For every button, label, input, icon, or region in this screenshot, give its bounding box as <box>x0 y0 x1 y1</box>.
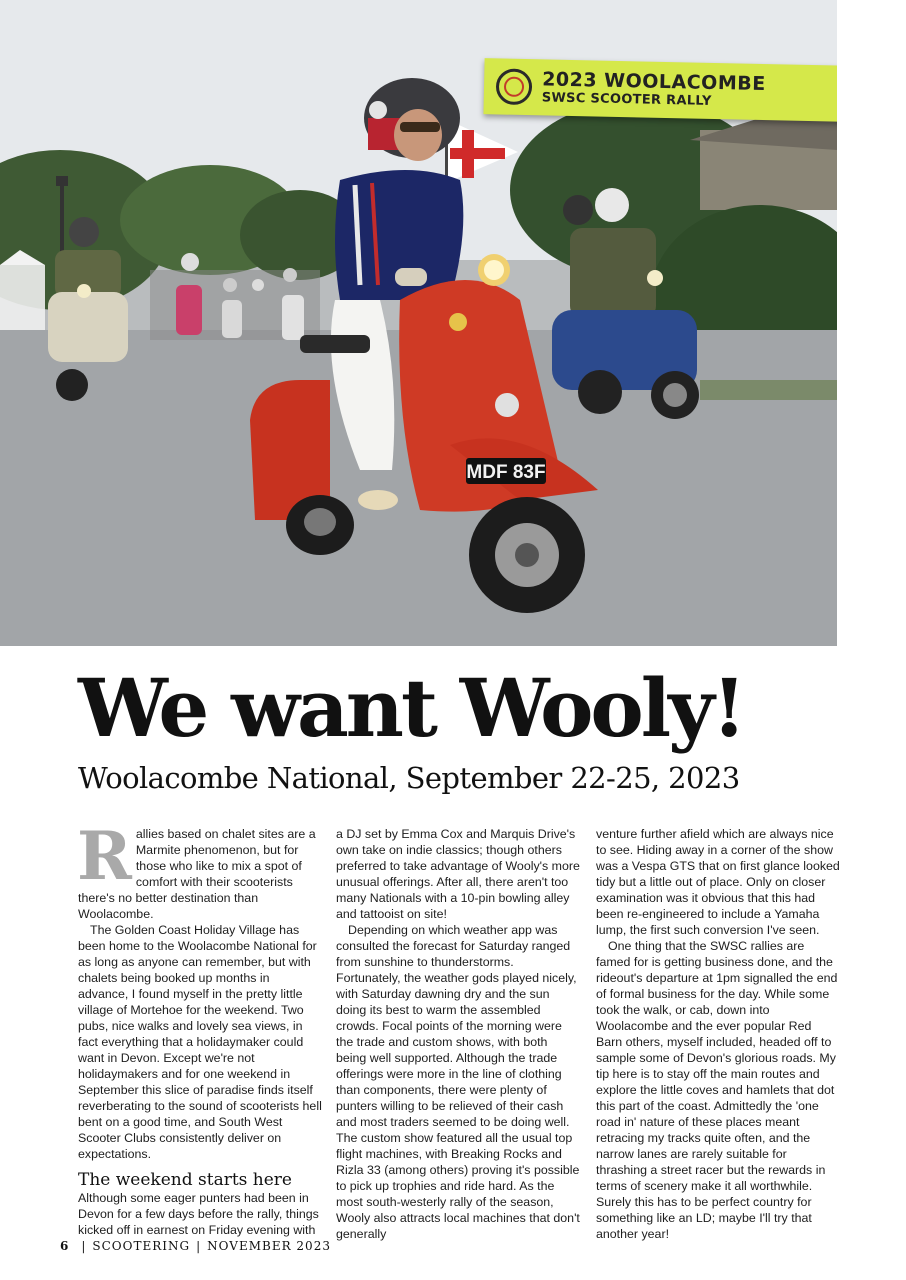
banner-subtitle: SWSC SCOOTER RALLY <box>541 90 712 109</box>
page-number: 6 <box>60 1239 70 1253</box>
banner-text <box>542 70 766 109</box>
column-1 <box>77 817 322 1238</box>
issue-date: NOVEMBER 2023 <box>207 1239 331 1253</box>
paragraph-text: allies based on chalet sites are a Marmite phenomenon, but for those who like to mix a spot of comfort with their scooterists there's no better destination than Woolacombe. <box>78 827 316 921</box>
article-headline: We want Wooly! <box>78 661 744 755</box>
footer-divider: | <box>81 1239 87 1253</box>
footer-divider: | <box>196 1239 202 1253</box>
paragraph: One thing that the SWSC rallies are famed for is getting business done, and the rideout's departure at 1pm signalled the end of formal business for the day. While some took the walk, or cab, down into Woolacombe and the ever popular Red Barn others, myself included, headed off to sample some of Devon's glorious roads. My tip here is to stay off the main routes and explore the little coves and hamlets that dot this part of the coast. Admittedly the 'one road in' nature of these places meant retracing my tracks quite often, and the narrow lanes are rarely suitable for thrashing a street racer but the rewards in terms of scenery make it all worthwhile. Surely this has to be perfect country for something like an LD; maybe I'll try that another year! <box>596 939 838 1241</box>
article-standfirst: Woolacombe National, September 22-25, 2023 <box>78 761 740 795</box>
column-2 <box>336 826 580 1242</box>
paragraph: a DJ set by Emma Cox and Marquis Drive's own take on indie classics; though others preferred to take advantage of Wooly's more unusual offerings. After all, there aren't too many Nationals with a 10-pin bowling alley and tattooist on site! <box>336 827 580 921</box>
number-plate-text: MDF 83F <box>466 462 546 483</box>
column-3 <box>596 826 840 1242</box>
paragraph <box>77 817 322 922</box>
rally-banner <box>483 58 837 122</box>
hero-photo <box>0 0 837 646</box>
banner-title: 2023 WOOLACOMBE <box>541 68 766 96</box>
section-subhead: The weekend starts here <box>78 1170 292 1190</box>
drop-cap: R <box>77 817 132 895</box>
paragraph: Depending on which weather app was consulted the forecast for Saturday ranged from sunshine to thunderstorms. Fortunately, the weather gods played nicely, with Saturday dawning dry and the sun doing its best to warm the assembled crowds. Focal points of the morning were the trade and custom shows, with both being well supported. Although the trade offerings were more in the line of clothing than components, there were plenty of punters willing to be relieved of their cash and most traders seemed to be doing well. The custom show featured all the usual top flight machines, with Breaking Rocks and Rizla 33 (among others) proving it's possible to pick up trophies and ride hard. As the most south-westerly rally of the season, Wooly also attracts local machines that don't generally <box>336 923 580 1241</box>
paragraph: The Golden Coast Holiday Village has been home to the Woolacombe National for as long as anyone can remember, but with chalets being booked up months in advance, I found myself in the pretty little village of Mortehoe for the weekend. Two pubs, nice walks and lovely sea views, in fact everything that a holidaymaker could want in Devon. Except we're not holidaymakers and for one weekend in September this slice of paradise finds itself reverberating to the sound of scooterists hell bent on a good time, and South West Scooter Clubs consistently deliver on expectations. <box>78 923 322 1161</box>
magazine-name: SCOOTERING <box>92 1239 191 1253</box>
page-footer <box>60 1239 331 1253</box>
paragraph: Although some eager punters had been in Devon for a few days before the rally, things kicked off in earnest on Friday evening with <box>78 1191 319 1237</box>
rally-logo-icon <box>496 68 533 105</box>
paragraph: venture further afield which are always nice to see. Hiding away in a corner of the show was a Vespa GTS that on first glance looked tidy but a little out of place. Only on closer examination was it obvious that this had been re-engineered to include a Yamaha lump, the first such conversion I've seen. <box>596 827 840 937</box>
